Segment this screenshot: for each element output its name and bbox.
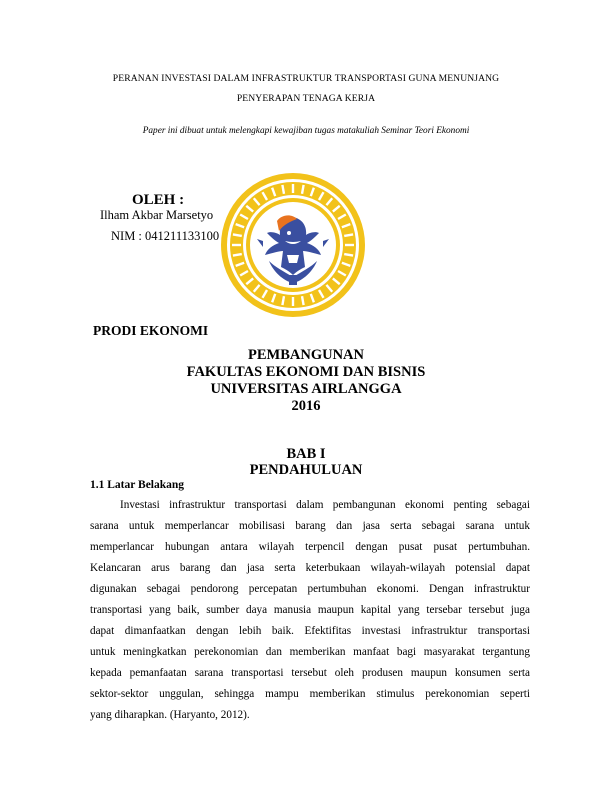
seal-ring-tick xyxy=(302,185,304,194)
paper-title-line-1: PERANAN INVESTASI DALAM INFRASTRUKTUR TRANSPORTASI GUNA MENUNJANG xyxy=(112,73,500,84)
university-seal-icon xyxy=(219,171,367,319)
seal-ring-tick xyxy=(344,254,353,256)
paragraph-line: sektor-sektor unggulan, sehingga mampu memberikan stimulus perekonomian seperti xyxy=(90,688,530,700)
paragraph-line: memperlancar hubungan antara wilayah terpencil dengan pusat pusat pertumbuhan. xyxy=(90,541,530,553)
paragraph-line: dapat dimanfaatkan dengan lebih baik. Efektifitas investasi infrastruktur transportasi xyxy=(90,625,530,637)
paragraph-line: digunakan sebagai pendorong percepatan pertumbuhan ekonomi. Dengan infrastruktur xyxy=(90,583,530,595)
year: 2016 xyxy=(291,398,321,414)
seal-ring-tick xyxy=(282,185,284,194)
study-program-continued: PEMBANGUNAN xyxy=(248,347,364,363)
seal-ring-tick xyxy=(302,296,304,305)
chapter-number: BAB I xyxy=(286,446,326,462)
author-nim: NIM : 041211133100 xyxy=(111,229,220,243)
seal-ring-tick xyxy=(233,234,242,236)
author-label: OLEH : xyxy=(132,192,185,208)
paper-subtitle: Paper ini dibuat untuk melengkapi kewajiban tugas matakuliah Seminar Teori Ekonomi xyxy=(142,126,470,136)
seal-ring-tick xyxy=(233,254,242,256)
seal-ring-tick xyxy=(282,296,284,305)
paragraph-line: sarana untuk memperlancar mobilisasi barang dan jasa serta sebagai sarana untuk xyxy=(90,520,530,532)
seal-ring-tick xyxy=(344,234,353,236)
section-heading: 1.1 Latar Belakang xyxy=(90,479,185,491)
paragraph-line: transportasi yang baik, sumber daya manusia maupun kapital yang tersebar tersebut juga xyxy=(90,604,530,616)
paragraph-line: Investasi infrastruktur transportasi dalam pembangunan ekonomi penting sebagai xyxy=(120,499,530,511)
university-name: UNIVERSITAS AIRLANGGA xyxy=(210,381,402,397)
study-program: PRODI EKONOMI xyxy=(93,323,209,338)
chapter-title: PENDAHULUAN xyxy=(249,462,363,478)
paragraph-line: untuk meningkatkan perekonomian dan memberikan manfaat bagi masyarakat tergantung xyxy=(90,646,530,658)
author-name: Ilham Akbar Marsetyo xyxy=(100,208,214,222)
faculty-name: FAKULTAS EKONOMI DAN BISNIS xyxy=(186,364,426,380)
paper-title-line-2: PENYERAPAN TENAGA KERJA xyxy=(236,93,376,104)
paragraph-line: Kelancaran arus barang dan jasa serta keterbukaan wilayah-wilayah potensial dapat xyxy=(90,562,530,574)
paragraph-line: kepada pemanfaatan sarana transportasi tersebut oleh produsen maupun konsumen serta xyxy=(90,667,530,679)
paragraph-line: yang diharapkan. (Haryanto, 2012). xyxy=(90,709,250,721)
